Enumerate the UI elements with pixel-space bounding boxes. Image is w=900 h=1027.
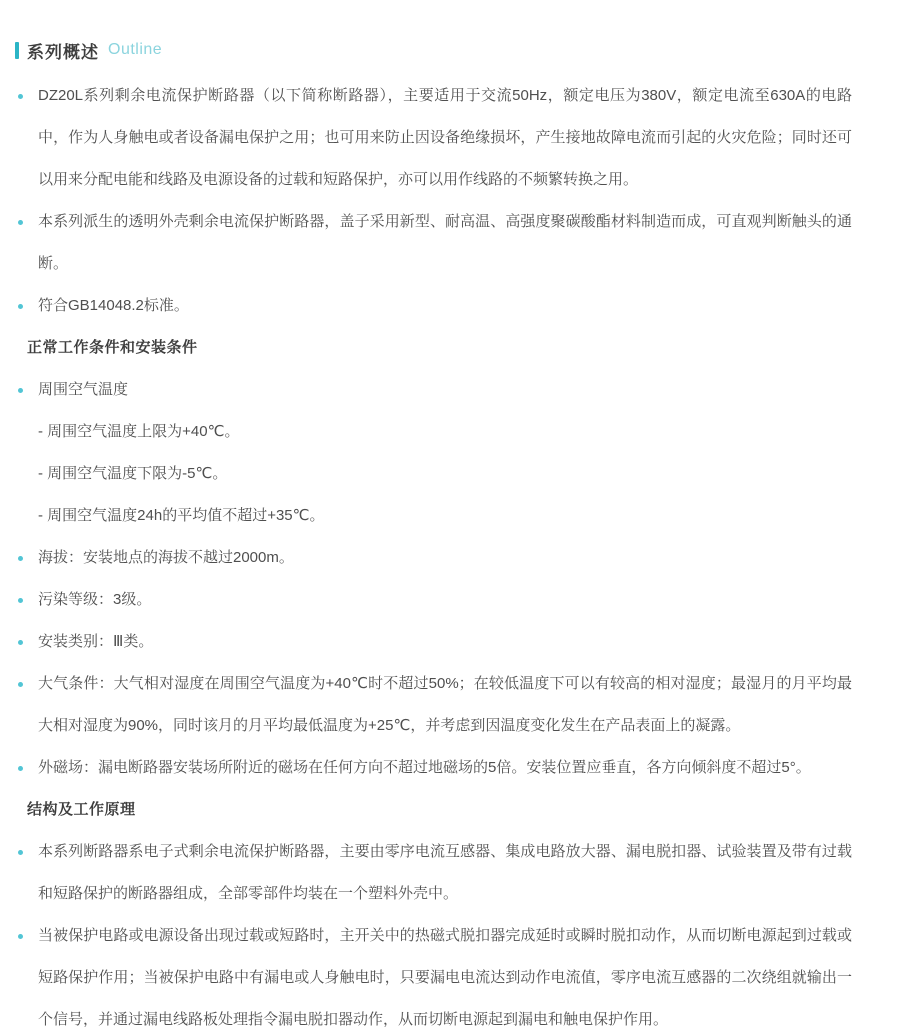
bullet-icon xyxy=(18,682,23,687)
bullet-icon xyxy=(18,934,23,939)
list-item-overview-1 xyxy=(15,75,852,201)
subsection-heading-structure: 结构及工作原理 xyxy=(27,801,136,818)
paragraph: - 周围空气温度24h的平均值不超过+35℃。 xyxy=(38,507,325,524)
list-item-temperature xyxy=(15,369,852,411)
list-item-category xyxy=(15,621,852,663)
list-item-altitude xyxy=(15,537,852,579)
paragraph: DZ20L系列剩余电流保护断路器（以下简称断路器），主要适用于交流50Hz，额定电压为380V，额定电流至630A的电路中，作为人身触电或者设备漏电保护之用；也可用来防止因设备绝缘损坏，产生接地故障电流而引起的火灾危险；同时还可以用来分配电能和线路及电源设备的过载和短路保护，亦可以用作线路的不频繁转换之用。 xyxy=(38,87,852,188)
paragraph: 污染等级：3级。 xyxy=(38,591,152,608)
page-subtitle: Outline xyxy=(108,41,163,58)
bullet-icon xyxy=(18,94,23,99)
list-item-structure-2 xyxy=(15,915,852,1027)
bullet-icon xyxy=(18,388,23,393)
paragraph: 外磁场：漏电断路器安装场所附近的磁场在任何方向不超过地磁场的5倍。安装位置应垂直，各方向倾斜度不超过5°。 xyxy=(38,759,811,776)
list-item-atmosphere xyxy=(15,663,852,747)
paragraph: 当被保护电路或电源设备出现过载或短路时，主开关中的热磁式脱扣器完成延时或瞬时脱扣动作，从而切断电源起到过载或短路保护作用；当被保护电路中有漏电或人身触电时，只要漏电电流达到动作电流值，零序电流互感器的二次绕组就输出一个信号，并通过漏电线路板处理指令漏电脱扣器动作，从而切断电源起到漏电和触电保护作用。 xyxy=(38,927,852,1027)
bullet-icon xyxy=(18,850,23,855)
list-item-overview-3 xyxy=(15,285,852,327)
paragraph: 本系列断路器系电子式剩余电流保护断路器，主要由零序电流互感器、集成电路放大器、漏电脱扣器、试验装置及带有过载和短路保护的断路器组成，全部零部件均装在一个塑料外壳中。 xyxy=(38,843,852,902)
sub-list-item-temp-lower xyxy=(15,453,852,495)
paragraph: - 周围空气温度上限为+40℃。 xyxy=(38,423,240,440)
paragraph: 周围空气温度 xyxy=(38,381,129,398)
bullet-icon xyxy=(18,640,23,645)
list-item-structure-1 xyxy=(15,831,852,915)
bullet-icon xyxy=(18,304,23,309)
section-header xyxy=(15,40,852,60)
sub-list-item-temp-average xyxy=(15,495,852,537)
list-item-overview-2 xyxy=(15,201,852,285)
paragraph: 大气条件：大气相对湿度在周围空气温度为+40℃时不超过50%；在较低温度下可以有较高的相对湿度；最湿月的月平均最大相对湿度为90%，同时该月的月平均最低温度为+25℃，并考虑到因温度变化发生在产品表面上的凝露。 xyxy=(38,675,852,734)
paragraph: 本系列派生的透明外壳剩余电流保护断路器，盖子采用新型、耐高温、高强度聚碳酸酯材料制造而成，可直观判断触头的通断。 xyxy=(38,213,852,272)
bullet-icon xyxy=(18,220,23,225)
paragraph: - 周围空气温度下限为-5℃。 xyxy=(38,465,228,482)
bullet-icon xyxy=(18,766,23,771)
subsection-heading-conditions: 正常工作条件和安装条件 xyxy=(27,339,198,356)
page-title: 系列概述 xyxy=(27,42,99,62)
list-item-magnetic-field xyxy=(15,747,852,789)
accent-bar-icon xyxy=(15,42,19,59)
list-item-pollution xyxy=(15,579,852,621)
paragraph: 海拔：安装地点的海拔不越过2000m。 xyxy=(38,549,294,566)
bullet-icon xyxy=(18,556,23,561)
sub-list-item-temp-upper xyxy=(15,411,852,453)
paragraph: 符合GB14048.2标准。 xyxy=(38,297,189,314)
paragraph: 安装类别：Ⅲ类。 xyxy=(38,633,154,650)
bullet-icon xyxy=(18,598,23,603)
